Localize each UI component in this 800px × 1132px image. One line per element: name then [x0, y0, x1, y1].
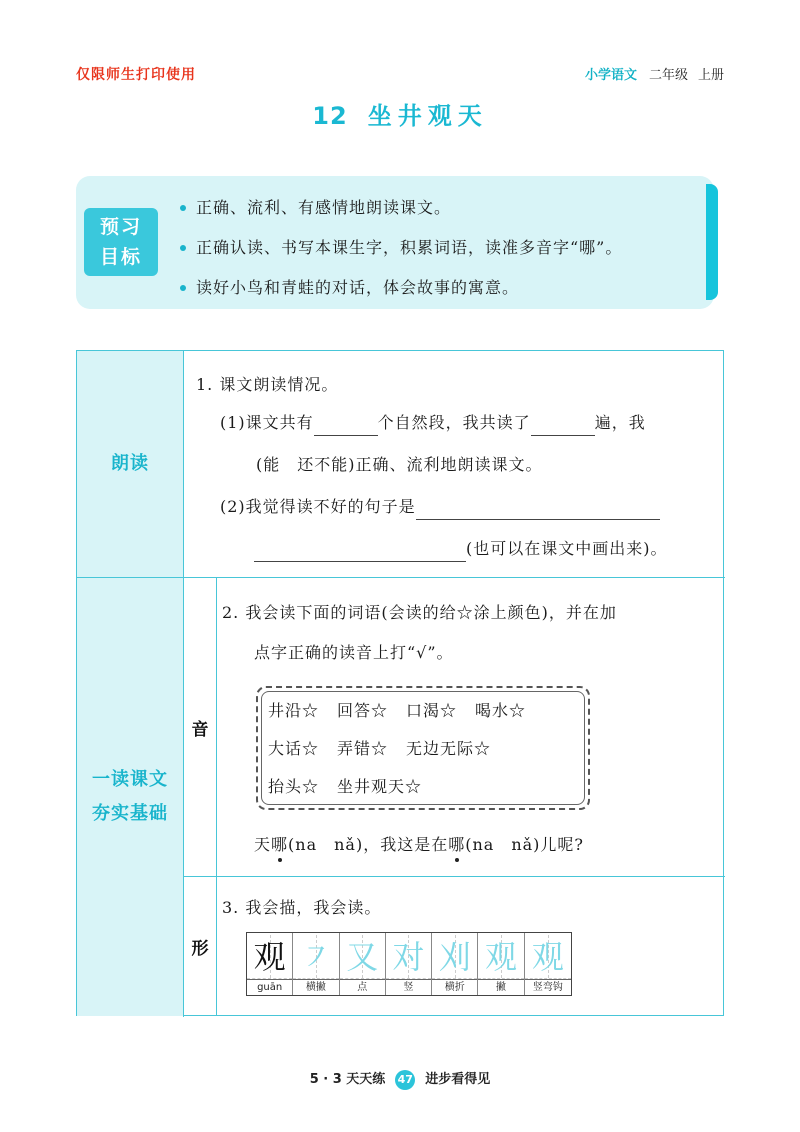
blank-read-times[interactable] [531, 418, 595, 436]
word-item[interactable]: 弄错☆ [337, 739, 389, 758]
footer-series: 5 · 3 天天练 [309, 1072, 386, 1087]
lesson-title [0, 96, 800, 131]
q2-line1: 2. 我会读下面的词语(会读的给☆涂上颜色)，并在加 [222, 603, 617, 622]
grid-cell[interactable]: 观 撇 [478, 933, 524, 995]
grid-cell[interactable]: 对 竖 [386, 933, 432, 995]
q1-title: 1. 课文朗读情况。 [196, 375, 339, 394]
stroke-order-grid [246, 932, 572, 996]
dotted-char: 哪 [448, 835, 466, 854]
bullet-icon [180, 285, 186, 291]
blank-hard-sentence[interactable] [416, 502, 660, 520]
word-list-box [256, 686, 590, 810]
term-label: 上册 [697, 68, 724, 83]
q1-part1-line2: (能 还不能)正确、流利地朗读课文。 [256, 455, 543, 474]
blank-hard-sentence-2[interactable] [254, 544, 466, 562]
goals-side-tab [706, 184, 718, 300]
word-row [268, 774, 440, 797]
word-item[interactable]: 无边无际☆ [406, 739, 492, 758]
grid-cell[interactable]: 刈 横折 [432, 933, 478, 995]
section-label-basics: 一读课文 夯实基础 [77, 578, 183, 1016]
word-item[interactable]: 回答☆ [337, 701, 389, 720]
divider [77, 577, 725, 578]
q1-part1: (1)课文共有 个自然段，我共读了 遍，我 [220, 410, 646, 436]
word-item[interactable]: 喝水☆ [475, 701, 527, 720]
q3-title: 3. 我会描，我会读。 [222, 898, 382, 917]
divider [216, 578, 217, 1016]
goal-item: 读好小鸟和青蛙的对话，体会故事的寓意。 [180, 268, 622, 308]
pinyin-question: 天哪(na nǎ)，我这是在哪(na nǎ)儿呢? [254, 835, 584, 854]
word-item[interactable]: 抬头☆ [268, 777, 320, 796]
goals-label: 预习 目标 [84, 208, 158, 276]
lesson-number: 12 [312, 102, 348, 130]
q2-line2: 点字正确的读音上打“√”。 [254, 643, 454, 662]
q1-part2-line2: (也可以在课文中画出来)。 [254, 536, 668, 562]
word-item[interactable]: 井沿☆ [268, 701, 320, 720]
sub-label-shape: 形 [191, 939, 209, 959]
word-item[interactable]: 坐井观天☆ [337, 777, 423, 796]
grade-label: 二年级 [648, 68, 688, 83]
goals-list [180, 188, 622, 308]
grid-cell[interactable]: ㇇ 横撇 [293, 933, 339, 995]
book-info [585, 64, 724, 83]
goal-item: 正确、流利、有感情地朗读课文。 [180, 188, 622, 228]
word-row [268, 698, 544, 721]
exercise-table [76, 350, 724, 1016]
goal-item: 正确认读、书写本课生字，积累词语，读准多音字“哪”。 [180, 228, 622, 268]
preview-goals-box [76, 176, 714, 309]
section-label-reading: 朗读 [77, 351, 183, 577]
lesson-name: 坐井观天 [367, 102, 488, 130]
page-number-badge: 47 [395, 1070, 415, 1090]
bullet-icon [180, 205, 186, 211]
word-item[interactable]: 口渴☆ [406, 701, 458, 720]
sub-label-sound: 音 [191, 719, 209, 740]
word-row [268, 736, 509, 759]
dotted-char: 哪 [271, 835, 289, 854]
grid-cell[interactable]: 又 点 [340, 933, 386, 995]
subject-label: 小学语文 [584, 68, 637, 83]
divider [183, 351, 184, 1017]
grid-cell[interactable]: 观 竖弯钩 [525, 933, 571, 995]
footer-slogan: 进步看得见 [425, 1072, 491, 1087]
blank-paragraph-count[interactable] [314, 418, 378, 436]
page-footer [0, 1068, 800, 1090]
q1-part2: (2)我觉得读不好的句子是 [220, 494, 660, 520]
word-item[interactable]: 大话☆ [268, 739, 320, 758]
grid-cell: 观 guān [247, 933, 293, 995]
watermark-text: 仅限师生打印使用 [76, 67, 196, 83]
divider [183, 876, 725, 877]
bullet-icon [180, 245, 186, 251]
